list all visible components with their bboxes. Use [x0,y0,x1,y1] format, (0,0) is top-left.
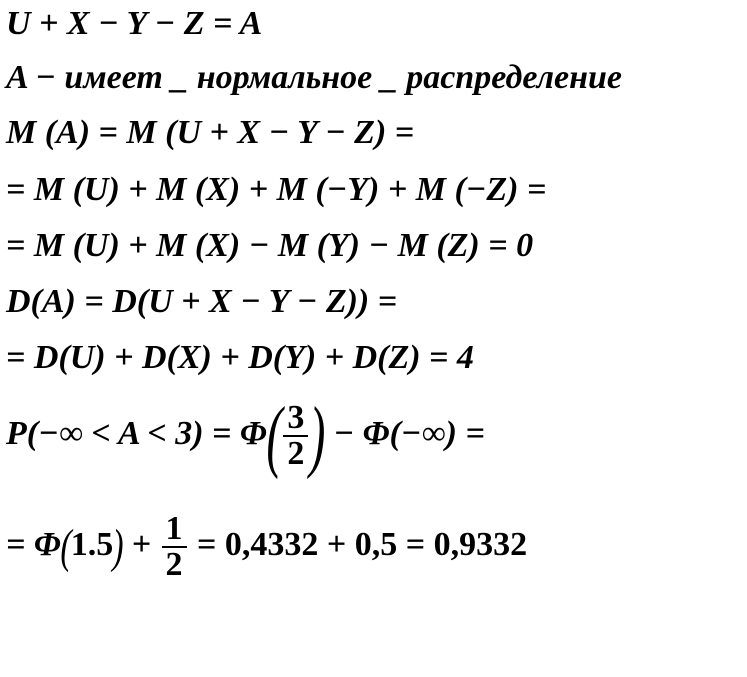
fraction-numerator: 3 [283,401,308,437]
formula-line-9-suffix: = 0,4332 + 0,5 = 0,9332 [197,526,528,563]
fraction-1-2 [162,512,187,582]
formula-line-7: = D(U) + D(X) + D(Y) + D(Z) = 4 [6,339,474,376]
fraction-3-2 [283,401,308,471]
formula-line-8-suffix: − Φ(−∞) = [333,415,485,452]
fraction-denominator: 2 [287,435,305,473]
left-paren: ( [266,392,283,481]
formula-line-9-inner: 1.5 [70,526,114,563]
formula-line-8 [6,392,485,481]
formula-line-2: A − имеет _ нормальное _ распределение [6,59,622,96]
formula-line-4: = M (U) + M (X) + M (−Y) + M (−Z) = [6,171,547,208]
formula-line-1: U + X − Y − Z = A [6,5,263,42]
left-paren: ( [60,520,72,574]
formula-line-8-prefix: P(−∞ < A < 3) = Φ [6,415,267,452]
plus-sign: + [131,526,152,563]
fraction-numerator: 1 [162,512,187,548]
fraction-denominator: 2 [165,546,183,584]
right-paren: ) [309,392,326,481]
formula-line-5: = M (U) + M (X) − M (Y) − M (Z) = 0 [6,227,534,264]
formula-line-6: D(A) = D(U + X − Y − Z)) = [6,283,398,320]
formula-line-9 [6,503,527,587]
formula-line-3: M (A) = M (U + X − Y − Z) = [6,114,415,151]
formula-line-9-prefix: = Φ [6,526,61,563]
right-paren: ) [112,520,124,574]
